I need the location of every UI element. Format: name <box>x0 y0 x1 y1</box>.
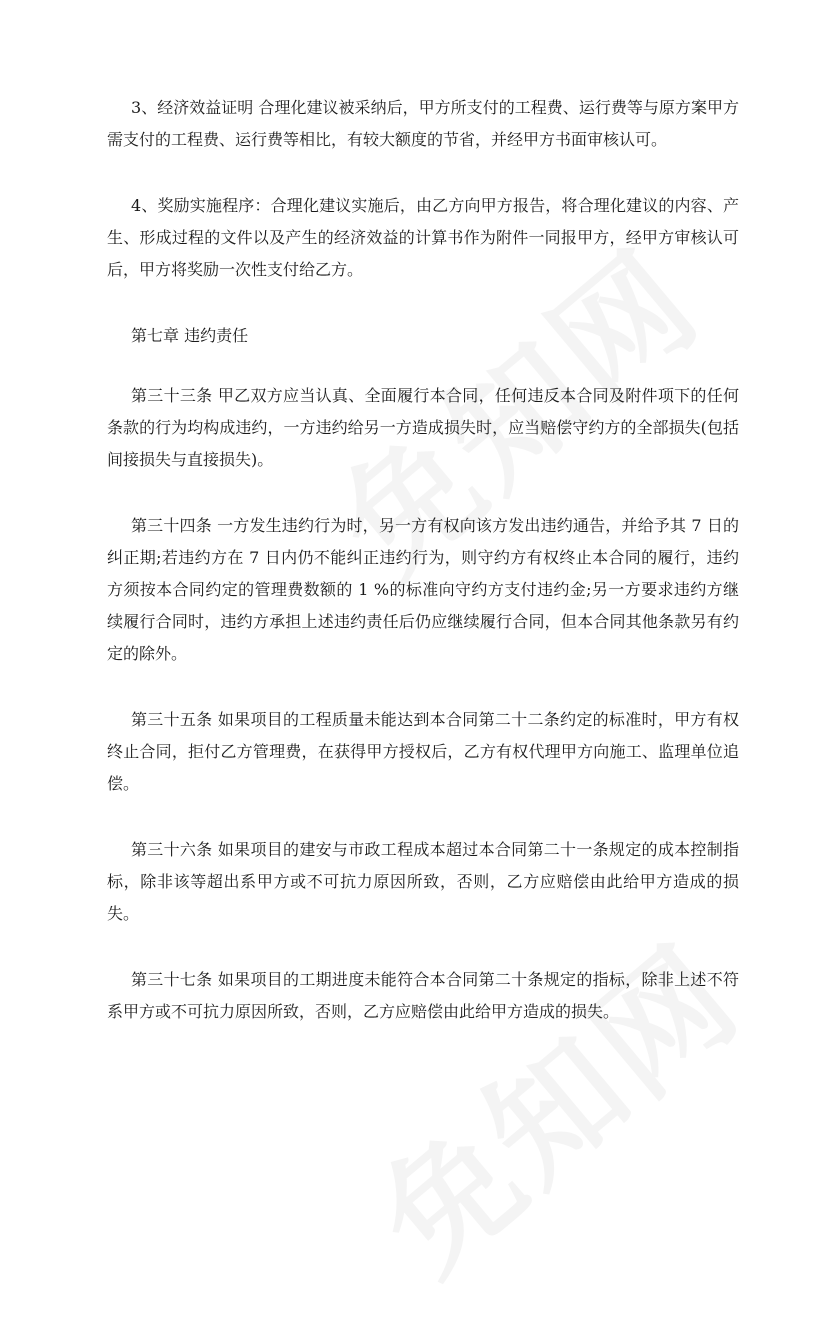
paragraph-reward-procedure: 4、奖励实施程序：合理化建议实施后，由乙方向甲方报告，将合理化建议的内容、产生、形成过程的文件以及产生的经济效益的计算书作为附件一同报甲方，经甲方审核认可后，甲方将奖励一次性支付给乙方。 <box>107 196 739 279</box>
paragraph-article-33: 第三十三条 甲乙双方应当认真、全面履行本合同，任何违反本合同及附件项下的任何条款的行为均构成违约，一方违约给另一方造成损失时，应当赔偿守约方的全部损失(包括间接损失与直接损失)。 <box>107 386 739 469</box>
paragraph-article-35: 第三十五条 如果项目的工程质量未能达到本合同第二十二条约定的标准时，甲方有权终止合同，拒付乙方管理费，在获得甲方授权后，乙方有权代理甲方向施工、监理单位追偿。 <box>107 710 739 793</box>
document-body <box>107 92 739 1062</box>
paragraph-economic-benefit: 3、经济效益证明 合理化建议被采纳后，甲方所支付的工程费、运行费等与原方案甲方需支付的工程费、运行费等相比，有较大额度的节省，并经甲方书面审核认可。 <box>107 98 739 149</box>
paragraph-article-36: 第三十六条 如果项目的建安与市政工程成本超过本合同第二十一条规定的成本控制指标，除非该等超出系甲方或不可抗力原因所致，否则，乙方应赔偿由此给甲方造成的损失。 <box>107 840 739 923</box>
paragraph-article-37: 第三十七条 如果项目的工期进度未能符合本合同第二十条规定的指标，除非上述不符系甲方或不可抗力原因所致，否则，乙方应赔偿由此给甲方造成的损失。 <box>107 970 739 1021</box>
paragraph-article-34: 第三十四条 一方发生违约行为时，另一方有权向该方发出违约通告，并给予其 7 日的纠正期;若违约方在 7 日内仍不能纠正违约行为，则守约方有权终止本合同的履行，违约方须按本合同约定的管理费数额的 1 %的标准向守约方支付违约金;另一方要求违约方继续履行合同时，违约方承担上述违约责任后仍应继续履行合同，但本合同其他条款另有约定的除外。 <box>107 516 739 663</box>
chapter-heading: 第七章 违约责任 <box>131 326 249 345</box>
